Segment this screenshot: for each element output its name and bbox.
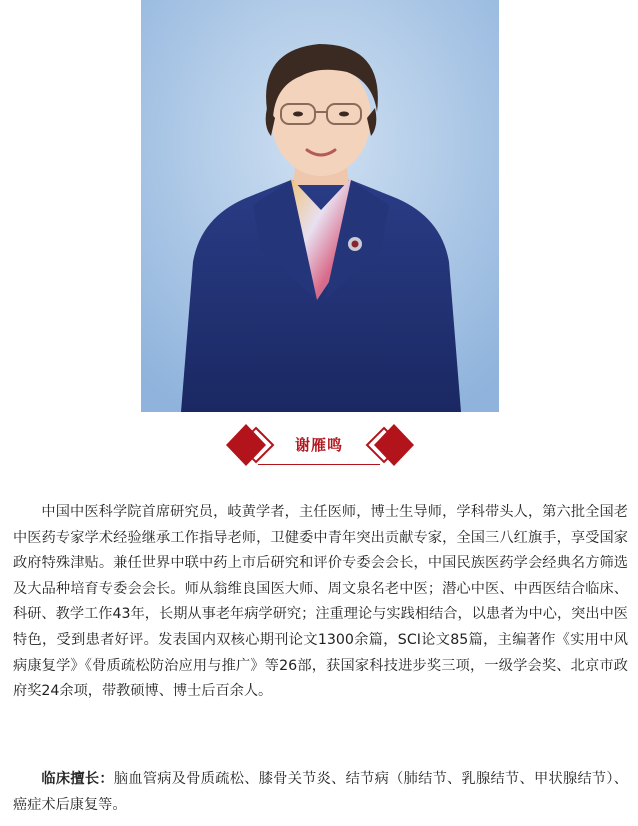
name-underline bbox=[258, 464, 380, 465]
biography-paragraph: 中国中医科学院首席研究员，岐黄学者，主任医师，博士生导师，学科带头人，第六批全国老中医药专家学术经验继承工作指导老师，卫健委中青年突出贡献专家，全国三八红旗手，享受国家政府特殊津贴。兼任世界中联中药上市后研究和评价专委会会长，中国民族医药学会经典名方筛选及大品种培育专委会会长。师从翁维良国医大师、周文泉名老中医；潜心中医、中西医结合临床、科研、教学工作43年，长期从事老年病学研究；注重理论与实践相结合，以患者为中心，突出中医特色，受到患者好评。发表国内双核心期刊论文1300余篇，SCI论文85篇，主编著作《实用中风病康复学》《骨质疏松防治应用与推广》等26部，获国家科技进步奖三项，一级学会奖、北京市政府奖24余项，带教硕博、博士后百余人。 bbox=[13, 504, 628, 700]
portrait-photo bbox=[141, 0, 499, 412]
clinical-specialty-paragraph bbox=[13, 766, 628, 818]
specialty-label: 临床擅长： bbox=[41, 771, 114, 787]
person-name: 谢雁鸣 bbox=[294, 436, 343, 454]
specialty-text: 脑血管病及骨质疏松、膝骨关节炎、结节病（肺结节、乳腺结节、甲状腺结节）、癌症术后康复等。 bbox=[13, 771, 628, 813]
name-header bbox=[0, 420, 638, 470]
double-diamond-icon bbox=[364, 422, 414, 468]
